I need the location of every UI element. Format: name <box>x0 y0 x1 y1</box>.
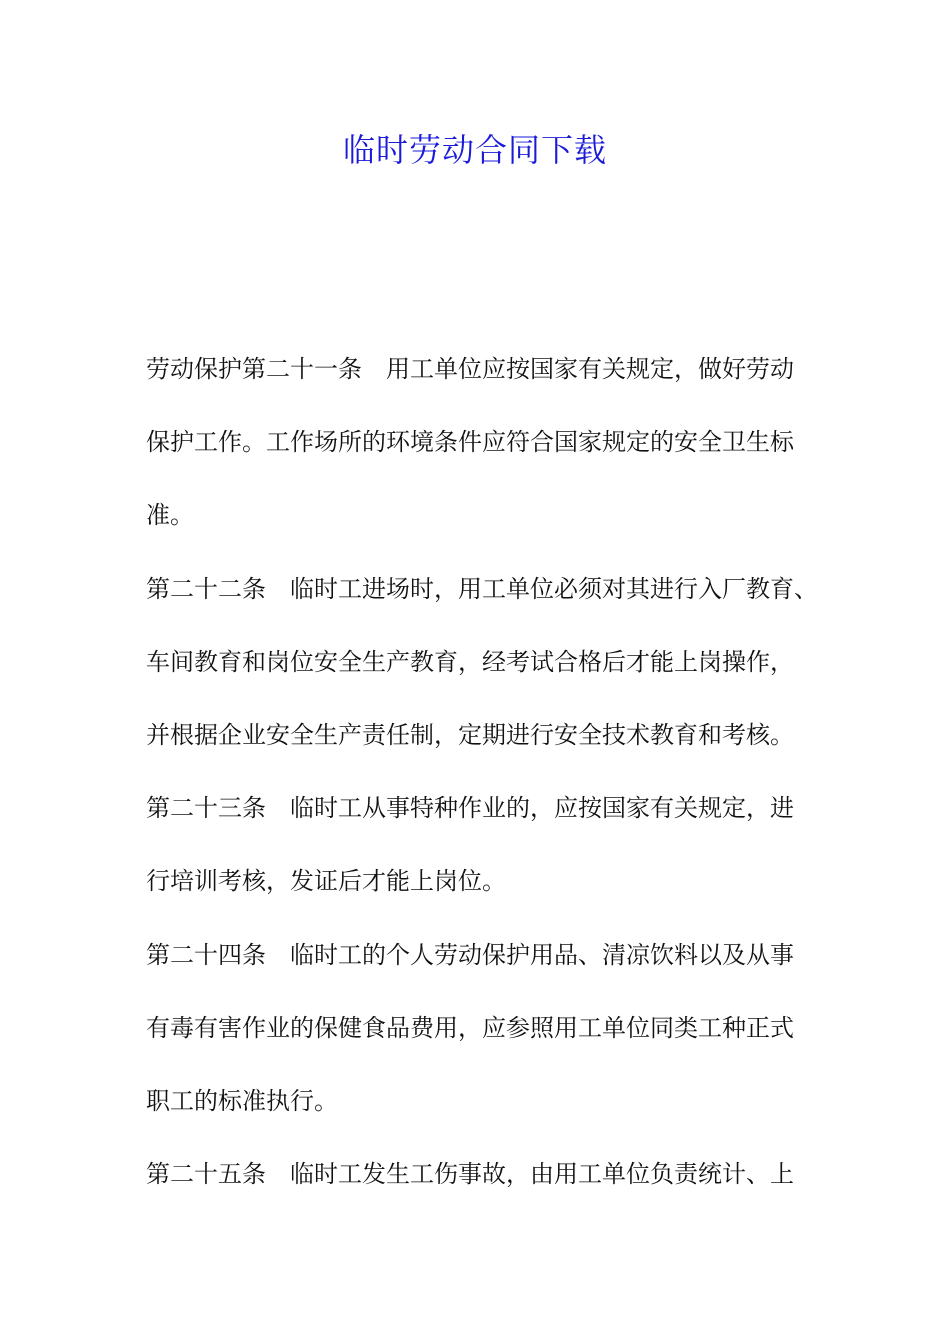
body-line: 第二十二条 临时工进场时，用工单位必须对其进行入厂教育、 <box>146 574 818 603</box>
body-line: 第二十五条 临时工发生工伤事故，由用工单位负责统计、上 <box>146 1160 794 1189</box>
body-line: 并根据企业安全生产责任制，定期进行安全技术教育和考核。 <box>146 720 794 749</box>
body-line: 车间教育和岗位安全生产教育，经考试合格后才能上岗操作， <box>146 647 794 676</box>
body-line: 准。 <box>146 501 194 530</box>
document-body <box>146 333 836 1211</box>
body-line: 行培训考核，发证后才能上岗位。 <box>146 867 506 896</box>
body-line: 有毒有害作业的保健食品费用，应参照用工单位同类工种正式 <box>146 1013 794 1042</box>
document-title: 临时劳动合同下载 <box>342 131 607 169</box>
body-line: 劳动保护第二十一条 用工单位应按国家有关规定，做好劳动 <box>146 355 794 383</box>
body-line: 第二十三条 临时工从事特种作业的，应按国家有关规定，进 <box>146 794 794 823</box>
body-line: 第二十四条 临时工的个人劳动保护用品、清凉饮料以及从事 <box>146 940 794 969</box>
body-line: 职工的标准执行。 <box>146 1086 338 1115</box>
body-line: 保护工作。工作场所的环境条件应符合国家规定的安全卫生标 <box>146 428 794 457</box>
